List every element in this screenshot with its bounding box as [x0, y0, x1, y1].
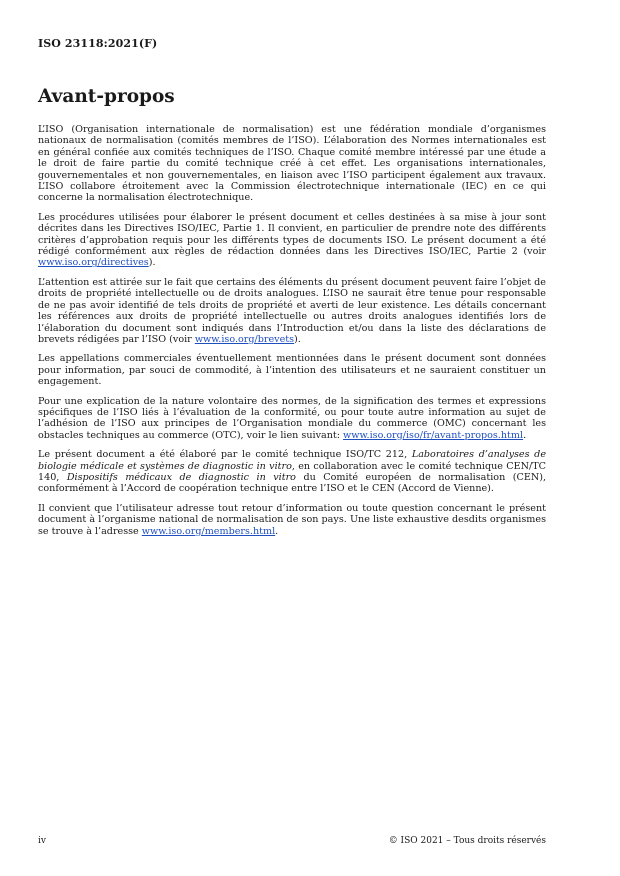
paragraph-iso-intro: L’ISO (Organisation internationale de normalisation) est une fédération mondiale d’organismes nationaux de normalisation (comités membres de l’ISO). L’élaboration des Normes internationales est en général confiée aux comités techniques de l’ISO. Chaque comité membre intéressé par une étude a le droit de faire partie du comité technique créé à cet effet. Les organisations internationales, gouvernementales et non gouvernementales, en liaison avec l’ISO participent également aux travaux. L’ISO collabore étroitement avec la Commission électrotechnique internationale (IEC) en ce qui concerne la normalisation électrotechnique.	[38, 124, 546, 204]
paragraph-procedures	[38, 212, 546, 269]
paragraph-text: , en collaboration avec le comité technique CEN/TC 140,	[38, 460, 546, 483]
foreword-link[interactable]: www.iso.org/iso/fr/avant-propos.html	[343, 429, 524, 441]
paragraph-text: L’attention est attirée sur le fait que certains des éléments du présent document peuvent faire l’objet de droits de propriété intellectuelle ou de droits analogues. L’ISO ne saurait être tenue pour responsable de ne pas avoir identifié de tels droits de propriété et averti de leur existence. Les détails concernant les références aux droits de propriété intellectuelle ou autres droits analogues identifiés lors de l’élaboration du document sont indiqués dans l’Introduction et/ou dans la liste des déclarations de brevets rédigées par l’ISO (voir	[38, 276, 546, 345]
page-title: Avant-propos	[38, 86, 175, 107]
footer-copyright: © ISO 2021 – Tous droits réservés	[388, 836, 546, 846]
members-link[interactable]: www.iso.org/members.html	[141, 525, 276, 537]
paragraph-text: du Comité européen de normalisation (CEN), conformément à l’Accord de coopération technique entre l’ISO et le CEN (Accord de Vienne).	[38, 471, 547, 495]
paragraph-text: Les procédures utilisées pour élaborer le présent document et celles destinées à sa mise à jour sont décrites dans les Directives ISO/IEC, Partie 1. Il convient, en particulier de prendre note des différents critères d’approbation requis pour les différents types de documents ISO. Le présent document a été rédigé conformément aux règles de rédaction données dans les Directives ISO/IEC, Partie 2 (voir	[38, 211, 546, 258]
paragraph-text: ).	[294, 333, 301, 345]
paragraph-text: Pour une explication de la nature volontaire des normes, de la signification des termes et expressions spécifiques de l’ISO liés à l’évaluation de la conformité, ou pour toute autre information au sujet de l’adhésion de l’ISO aux principes de l’Organisation mondiale du commerce (OMC) concernant les obstacles techniques au commerce (OTC), voir le lien suivant:	[38, 395, 546, 441]
cen-committee-title-italic: Dispositifs médicaux de diagnostic in vitro	[66, 471, 296, 483]
committee-title-italic: Laboratoires d’analyses de biologie médicale et systèmes de diagnostic in vitro	[38, 449, 546, 472]
footer-page-number: iv	[38, 836, 46, 846]
paragraph-text: ).	[148, 257, 156, 269]
paragraph-voluntary-nature	[38, 396, 546, 442]
paragraph-patents	[38, 277, 546, 345]
paragraph-text: Le présent document a été élaboré par le comité technique ISO/TC 212,	[38, 449, 412, 461]
document-id: ISO 23118:2021(F)	[38, 37, 158, 50]
paragraph-text: Il convient que l’utilisateur adresse tout retour d’information ou toute question concernant le présent document à l’organisme national de normalisation de son pays. Une liste exhaustive desdits organismes se trouve à l’adresse	[38, 502, 546, 537]
paragraph-text: .	[275, 525, 279, 537]
document-body	[38, 124, 546, 545]
paragraph-trade-names: Les appellations commerciales éventuellement mentionnées dans le présent document sont données pour information, par souci de commodité, à l’intention des utilisateurs et ne sauraient constituer un engagement.	[38, 353, 546, 388]
directives-link[interactable]: www.iso.org/directives	[38, 257, 149, 269]
paragraph-text: .	[523, 429, 527, 441]
paragraph-feedback	[38, 503, 546, 537]
paragraph-committee	[38, 449, 546, 495]
patents-link[interactable]: www.iso.org/brevets	[194, 333, 295, 345]
